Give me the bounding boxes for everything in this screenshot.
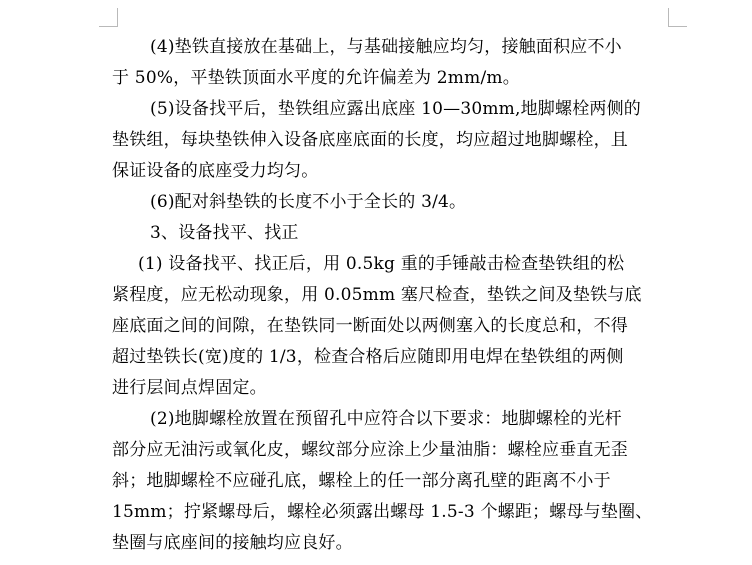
paragraph-3-2-line-5: 垫圈与底座间的接触均应良好。 [112,533,353,553]
paragraph-4-line-2: 于 50%，平垫铁顶面水平度的允许偏差为 2mm/m。 [112,68,520,88]
paragraph-4-line-1: (4)垫铁直接放在基础上，与基础接触应均匀，接触面积应不小 [150,37,622,57]
paragraph-5-line-3: 保证设备的底座受力均匀。 [112,161,319,181]
section-3-heading: 3、设备找平、找正 [150,223,299,243]
paragraph-3-2-line-2: 部分应无油污或氧化皮，螺纹部分应涂上少量油脂：螺栓应垂直无歪 [112,440,628,460]
paragraph-3-1-line-1: (1) 设备找平、找正后，用 0.5kg 重的手锤敲击检查垫铁组的松 [138,254,625,274]
crop-mark-top-right [668,8,687,27]
crop-mark-top-left [99,8,118,27]
paragraph-3-1-line-4: 超过垫铁长(宽)度的 1/3，检查合格后应随即用电焊在垫铁组的两侧 [112,347,624,367]
paragraph-3-2-line-3: 斜；地脚螺栓不应碰孔底，螺栓上的任一部分离孔壁的距离不小于 [112,471,611,491]
paragraph-3-1-line-2: 紧程度，应无松动现象，用 0.05mm 塞尺检查，垫铁之间及垫铁与底 [112,285,642,305]
paragraph-3-2-line-4: 15mm；拧紧螺母后，螺栓必须露出螺母 1.5-3 个螺距；螺母与垫圈、 [112,502,653,522]
paragraph-5-line-1: (5)设备找平后，垫铁组应露出底座 10—30mm,地脚螺栓两侧的 [150,99,641,119]
paragraph-3-2-line-1: (2)地脚螺栓放置在预留孔中应符合以下要求：地脚螺栓的光杆 [150,409,622,429]
paragraph-5-line-2: 垫铁组，每块垫铁伸入设备底座底面的长度，均应超过地脚螺栓，且 [112,130,628,150]
document-body [112,32,672,559]
paragraph-6-line-1: (6)配对斜垫铁的长度不小于全长的 3/4。 [150,192,467,212]
paragraph-3-1-line-5: 进行层间点焊固定。 [112,378,267,398]
paragraph-3-1-line-3: 座底面之间的间隙，在垫铁同一断面处以两侧塞入的长度总和，不得 [112,316,628,336]
